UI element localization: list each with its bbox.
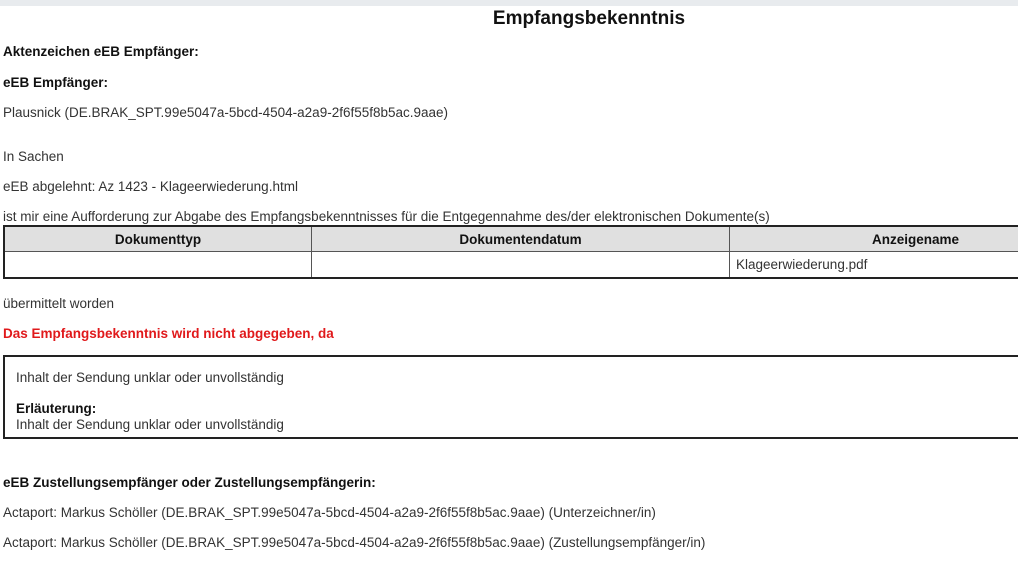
table-row [4,252,1018,279]
cell-dokumenttyp [4,252,312,279]
reason-box [3,355,1018,439]
document-title: Empfangsbekenntnis [492,8,686,29]
subject-line: eEB abgelehnt: Az 1423 - Klageerwiederung.html [3,179,298,194]
aktenzeichen-label: Aktenzeichen eEB Empfänger: [3,44,199,59]
recipient-receiver: Actaport: Markus Schöller (DE.BRAK_SPT.99e5047a-5bcd-4504-a2a9-2f6f55f8b5ac.9aae) (Zustellungsempfänger/in) [3,535,706,550]
header-dokumentendatum: Dokumentendatum [312,226,730,252]
header-dokumenttyp: Dokumenttyp [4,226,312,252]
intro-text: ist mir eine Aufforderung zur Abgabe des Empfangsbekenntnisses für die Entgegennahme des/der elektronischen Dokumente(s) [3,209,770,224]
header-anzeigename: Anzeigename [730,226,1018,252]
empfaenger-value: Plausnick (DE.BRAK_SPT.99e5047a-5bcd-4504-a2a9-2f6f55f8b5ac.9aae) [3,105,449,120]
explanation-text: Inhalt der Sendung unklar oder unvollständig [16,417,284,432]
table-header-row [4,226,1018,252]
uebermittelt-text: übermittelt worden [3,296,115,311]
reason-text: Inhalt der Sendung unklar oder unvollständig [16,370,284,385]
recipients-label: eEB Zustellungsempfänger oder Zustellungsempfängerin: [3,475,376,490]
cell-dokumentendatum [312,252,730,279]
document-page[interactable] [0,6,1018,562]
recipient-signer: Actaport: Markus Schöller (DE.BRAK_SPT.99e5047a-5bcd-4504-a2a9-2f6f55f8b5ac.9aae) (Unterzeichner/in) [3,505,656,520]
explanation-label: Erläuterung: [16,401,97,416]
in-sachen-label: In Sachen [3,149,64,164]
cell-anzeigename: Klageerwiederung.pdf [730,252,1018,279]
documents-table [3,225,1018,279]
empfaenger-label: eEB Empfänger: [3,75,109,90]
refusal-statement: Das Empfangsbekenntnis wird nicht abgegeben, da [3,326,334,341]
